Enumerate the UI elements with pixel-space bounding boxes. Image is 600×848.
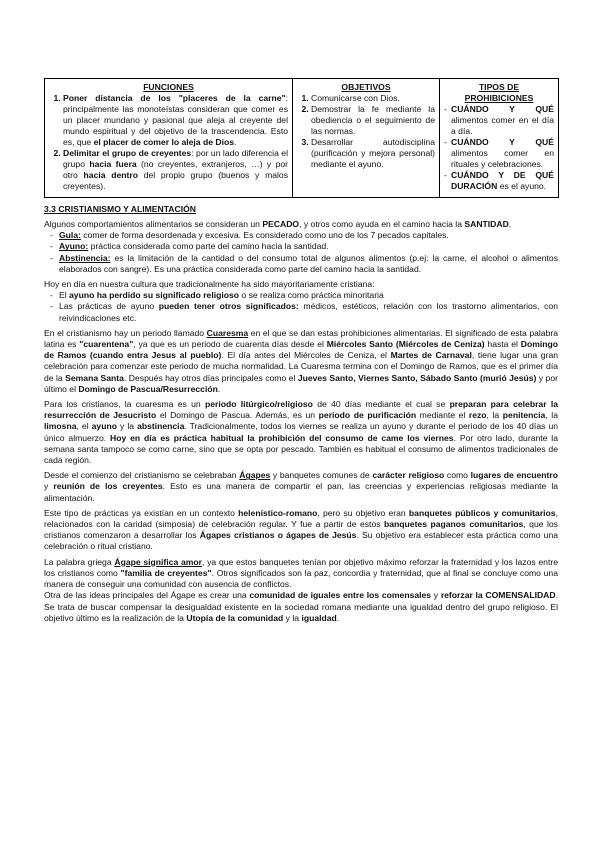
- text-run: . Otros significados son la paz, concordia y fraternidad, que al final se concluye como una manera de conseguir una comunidad con ausencia de conflictos.: [44, 567, 558, 590]
- text-run: , el: [76, 421, 92, 432]
- bold-text: Cuaresma: [206, 327, 249, 338]
- bold-text: Miércoles Santo (Miércoles de Ceniza): [326, 339, 485, 350]
- text-run: el Domingo de Pascua. Además, es un: [156, 410, 319, 421]
- bold-text: helenístico-romano: [238, 507, 318, 518]
- text-run: . El día antes del Miércoles de Ceniza, el: [221, 350, 391, 361]
- bold-text: igualdad: [301, 612, 337, 623]
- bold-text: comunidad de iguales entre los comensales: [249, 590, 432, 601]
- tipos-list: [444, 104, 554, 192]
- definition-item: - Abstinencia: es la limitación de la cantidad o del consumo total de algunos alimentos (p.ej: la carne, el alcohol o alimentos elaborados con sangre). Es una práctica considerada como parte del camino hacia la santidad.: [44, 253, 558, 275]
- bold-text: Semana Santa: [65, 372, 124, 383]
- document-page: [44, 78, 558, 624]
- tipos-item: - CUÁNDO Y QUÉ alimentos comer en rituales y celebraciones.: [444, 137, 554, 170]
- section-title: 3.3 CRISTIANISMO Y ALIMENTACIÓN: [44, 204, 196, 214]
- bold-text: Martes de Carnaval: [390, 350, 472, 361]
- objetivos-list: [297, 93, 435, 170]
- text-run: , ya que es un periodo de cuarenta días desde el: [133, 339, 327, 350]
- text-run: .: [336, 612, 340, 623]
- text-run: , pero su objetivo eran: [317, 507, 409, 518]
- agapes-paragraph-4: [44, 590, 558, 624]
- bold-text: "cuarentena": [79, 339, 134, 350]
- bold-text: "familia de creyentes": [120, 567, 212, 578]
- text-run: , la: [486, 410, 503, 421]
- text-run: . Se trata de buscar compensar la desigualdad existente en la sociedad romana mediante una igualdad dentro del grupo religioso. El objetivo último es la realización de la: [44, 590, 558, 623]
- bold-text: abstinencia: [137, 421, 185, 432]
- today-item: - Las prácticas de ayuno pueden tener otros significados: médicos, estéticos, relación con los trastorno alimentarios, con reivindicaciones etc.: [44, 301, 558, 323]
- bold-text: Ágape significa amor: [114, 556, 202, 567]
- bold-text: Ágapes: [239, 470, 271, 481]
- text-run: y: [44, 481, 54, 492]
- funciones-list: [49, 93, 288, 192]
- text-run: Este tipo de prácticas ya existían en un contexto: [44, 507, 239, 518]
- text-run: y la: [283, 612, 302, 623]
- text-run: mediante el: [416, 410, 469, 421]
- funciones-header: FUNCIONES: [143, 82, 194, 92]
- text-run: y la: [116, 421, 138, 432]
- agapes-paragraph-3: [44, 557, 558, 591]
- objetivos-item: 2. Demostrar la fe mediante la obediencia o el seguimiento de las normas.: [311, 104, 435, 137]
- liturgico-paragraph: [44, 399, 558, 466]
- objetivos-cell: [293, 79, 440, 198]
- text-run: de 40 días mediante el cual se: [312, 399, 450, 410]
- today-paragraph: Hoy en día en nuestra cultura que tradicionalmente ha sido mayoritariamente cristiana:: [44, 279, 375, 290]
- intro-paragraph: Algunos comportamientos alimentarios se consideran un PECADO, y otros como ayuda en el camino hacia la SANTIDAD.: [44, 219, 512, 229]
- bold-text: reunión de los creyentes: [53, 481, 163, 492]
- today-item: - El ayuno ha perdido su significado religioso o se realiza como práctica minoritaria: [44, 290, 558, 301]
- definitions-list: [44, 230, 558, 275]
- text-run: , relacionados con la caridad (simposia) de celebración regular. Y fue a partir de estos: [44, 507, 558, 530]
- text-run: Desde el comienzo del cristianismo se celebraban: [44, 470, 240, 481]
- bold-text: carácter religioso: [372, 470, 445, 481]
- text-run: Otra de las ideas principales del Ágape es crear una: [44, 590, 250, 601]
- text-run: En el cristianismo hay un periodo llamado: [44, 327, 207, 338]
- text-run: hasta el: [484, 339, 521, 350]
- tipos-header: TIPOS DE PROHIBICIONES: [464, 82, 534, 103]
- text-run: .: [217, 383, 221, 394]
- text-run: . Por otro lado, durante la semana santa tampoco se como carne, sino que se opta por pescado. También es habitual el consumo de alimentos tradicionales de cada región.: [44, 432, 558, 466]
- text-run: . Su objetivo era establecer esta práctica como una celebración o ritual cristiano.: [44, 530, 558, 552]
- bold-text: periodo de purificación: [318, 410, 417, 421]
- text-run: , tiene lugar una gran celebración para comenzar este periodo de mucha normalidad. La Cuaresma termina con el Domingo de Ramos, que es el primer día de la: [44, 350, 558, 383]
- bold-text: Utopía de la comunidad: [186, 612, 284, 623]
- bold-text: limosna: [44, 421, 77, 432]
- definition-item: - Ayuno: práctica considerada como parte del camino hacia la santidad.: [44, 241, 558, 252]
- text-run: . Después hay otros días principales como el: [123, 372, 298, 383]
- text-run: en el que se dan estas prohibiciones alimentarias. El significado de esta palabra latina es: [44, 327, 558, 350]
- today-list: [44, 290, 558, 324]
- funciones-cell: [45, 79, 293, 198]
- summary-table: [44, 78, 559, 198]
- objetivos-item: 3. Desarrollar autodisciplina (purificación y mejora personal) mediante el ayuno.: [311, 137, 435, 170]
- objetivos-header: OBJETIVOS: [341, 82, 391, 92]
- agapes-paragraph-2: [44, 508, 558, 553]
- text-run: , ya que estos banquetes tenían por objetivo máximo reforzar la fraternidad y los lazos entre los cristianos como: [44, 556, 558, 578]
- funciones-item: 2. Delimitar el grupo de creyentes: por un lado diferencia el grupo hacia fuera (no creyentes, extranjeros, …) y por otro hacia dentro del propio grupo (buenos y malos creyentes).: [63, 148, 288, 192]
- bold-text: penitencia: [502, 410, 546, 421]
- tipos-item: - CUÁNDO Y QUÉ alimentos comer en el día a día.: [444, 104, 554, 137]
- bold-text: Domingo de Pascua/Resurrección: [78, 383, 218, 394]
- text-run: y banquetes comunes de: [270, 470, 373, 481]
- text-run: , que los cristianos comenzaron a desarrollar los: [44, 519, 558, 541]
- bold-text: Hoy en día es práctica habitual la prohibición del consumo de came los viernes: [110, 432, 454, 443]
- tipos-cell: [440, 79, 559, 198]
- definition-item: - Gula: comer de forma desordenada y excesiva. Es considerado como uno de los 7 pecados capitales.: [44, 230, 558, 241]
- text-run: y por último el: [44, 372, 558, 394]
- bold-text: rezo: [468, 410, 487, 421]
- tipos-item: - CUÁNDO Y DE QUÉ DURACIÓN es el ayuno.: [444, 170, 554, 192]
- bold-text: banquetes paganos comunitarios: [384, 519, 524, 530]
- objetivos-item: 1. Comunicarse con Dios.: [311, 93, 435, 104]
- text-run: , la: [545, 410, 558, 421]
- text-run: La palabra griega: [44, 556, 115, 567]
- bold-text: lugares de encuentro: [470, 470, 558, 481]
- text-run: como: [444, 470, 471, 481]
- bold-text: ayuno: [91, 421, 117, 432]
- bold-text: preparan para celebrar la resurrección de Jesucristo: [44, 399, 559, 421]
- bold-text: Jueves Santo, Viernes Santo, Sábado Santo (murió Jesús): [297, 372, 537, 383]
- funciones-item: 1. Poner distancia de los "placeres de la carne": principalmente las monoteístas consideran que comer es un placer mundano y pasional que aleja al creyente del mundo espiritual y del objetivo de la trascendencia. Esto es, que el placer de comer lo aleja de Dios.: [63, 93, 288, 148]
- text-run: . Tradicionalmente, todos los viernes se realiza un ayuno y durante el periodo de los 40 días un único almuerzo.: [44, 421, 558, 443]
- bold-text: reforzar la COMENSALIDAD: [440, 590, 556, 601]
- bold-text: Domingo de Ramos (cuando entra Jesus al pueblo): [44, 339, 559, 361]
- bold-text: periodo litúrgico/religioso: [204, 399, 313, 410]
- text-run: y: [431, 590, 441, 601]
- text-run: Para los cristianos, la cuaresma es un: [44, 399, 205, 410]
- bold-text: Ágapes cristianos o ágapes de Jesús: [199, 530, 357, 541]
- cuaresma-paragraph: [44, 328, 558, 395]
- agapes-paragraph-1: [44, 470, 558, 504]
- text-run: . Esto es una manera de compartir el pan, las creencias y experiencias religiosas mediante la alimentación.: [44, 481, 559, 503]
- bold-text: banquetes públicos y comunitarios: [408, 507, 556, 518]
